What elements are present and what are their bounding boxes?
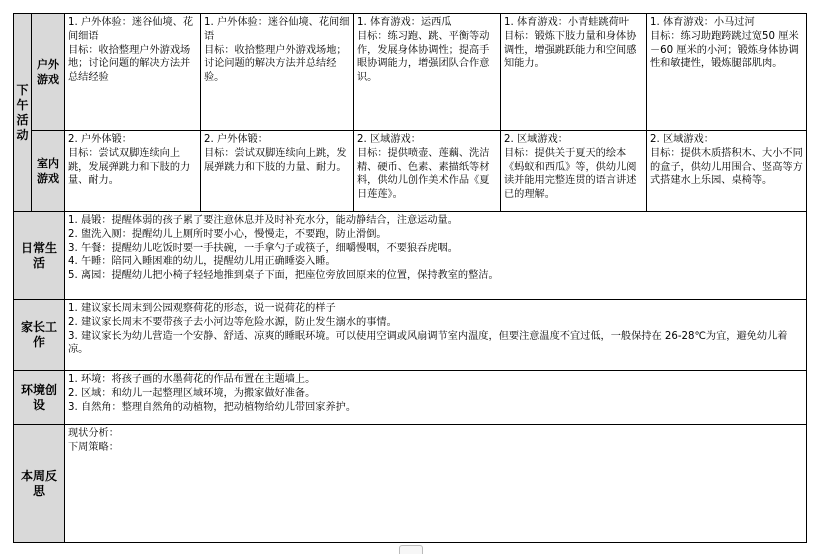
outdoor-cell-tue — [201, 14, 354, 131]
indoor-text: 2. 户外体锻： 目标：尝试双脚连续向上跳，发展弹跳力和下肢的力量、耐力。 — [204, 134, 347, 173]
indoor-text: 2. 区域游戏： 目标：提供木质搭积木、大小不同的盒子，供幼儿用围合、竖高等方式搭建水上乐园、桌椅等。 — [650, 134, 803, 187]
weekly-plan-table — [13, 13, 807, 543]
afternoon-indoor-row — [14, 131, 807, 212]
daily-life-item: 1. 晨锻：提醒体弱的孩子累了要注意休息并及时补充水分，能动静结合，注意运动量。 — [68, 215, 458, 226]
daily-life-item: 5. 离园：提醒幼儿把小椅子轻轻地推到桌子下面，把座位旁放回原来的位置，保持教室的整洁。 — [68, 270, 499, 282]
environment-row — [14, 371, 807, 425]
parents-item: 1. 建议家长周末到公园观察荷花的形态，说一说荷花的样子 — [68, 303, 336, 314]
outdoor-text: 1. 体育游戏：小马过河 目标：练习助跑跨跳过宽50 厘米－60 厘米的小河；锻炼身体协调性和敏捷性，锻炼腿部肌肉。 — [650, 17, 799, 70]
status-analysis-label: 现状分析： — [68, 428, 119, 439]
environment-header: 环境创设 — [14, 371, 65, 425]
outdoor-cell-mon — [65, 14, 201, 131]
environment-item: 3. 自然角：整理自然角的动植物，把动植物给幼儿带回家养护。 — [68, 401, 357, 413]
daily-life-row — [14, 212, 807, 300]
outdoor-cell-thu — [501, 14, 647, 131]
indoor-games-label: 室内游戏 — [32, 131, 65, 212]
afternoon-outdoor-row — [14, 14, 807, 131]
parents-row — [14, 300, 807, 371]
indoor-cell-fri — [647, 131, 807, 212]
outdoor-text: 1. 户外体验：迷谷仙境、花间细语 目标：收拾整理户外游戏场地；讨论问题的解决方法并总结经验。 — [204, 17, 350, 84]
daily-life-item: 4. 午睡：陪同入睡困难的幼儿，提醒幼儿用正确睡姿入睡。 — [68, 256, 336, 268]
reflection-content — [65, 425, 807, 543]
environment-content — [65, 371, 807, 425]
indoor-text: 2. 区域游戏： 目标：提供关于夏天的绘本《蚂蚁和西瓜》等，供幼儿阅读并能用完整连贯的语言讲述已的理解。 — [504, 134, 637, 201]
indoor-cell-wed — [354, 131, 501, 212]
parents-item: 3. 建议家长为幼儿营造一个安静、舒适、凉爽的睡眠环境。可以使用空调或风扇调节室内温度，但要注意温度不宜过低，一般保持在 26-28℃为宜，避免幼儿着凉。 — [68, 330, 788, 356]
daily-life-content — [65, 212, 807, 300]
afternoon-header: 下午活动 — [14, 14, 32, 212]
indoor-text: 2. 户外体锻： 目标：尝试双脚连续向上跳，发展弹跳力和下肢的力量、耐力。 — [68, 134, 191, 187]
reflection-row — [14, 425, 807, 543]
daily-life-item: 3. 午餐：提醒幼儿吃饭时要一手扶碗，一手拿勺子或筷子，细嚼慢咽，不要狼吞虎咽。 — [68, 242, 458, 254]
outdoor-text: 1. 户外体验：迷谷仙境、花间细语 目标：收拾整理户外游戏场地；讨论问题的解决方法并总结经验 — [68, 17, 194, 84]
parents-header: 家长工作 — [14, 300, 65, 371]
indoor-cell-tue — [201, 131, 354, 212]
environment-item: 1. 环境：将孩子画的水墨荷花的作品布置在主题墙上。 — [68, 374, 316, 385]
next-week-strategy-label: 下周策略： — [68, 441, 119, 453]
indoor-cell-mon — [65, 131, 201, 212]
environment-item: 2. 区域：和幼儿一起整理区域环境，为搬家做好准备。 — [68, 387, 316, 399]
daily-life-header: 日常生活 — [14, 212, 65, 300]
outdoor-cell-wed — [354, 14, 501, 131]
outdoor-text: 1. 体育游戏：小青蛙跳荷叶 目标：锻炼下肢力量和身体协调性，增强跳跃能力和空间感知能力。 — [504, 17, 637, 70]
indoor-cell-thu — [501, 131, 647, 212]
parents-item: 2. 建议家长周末不要带孩子去小河边等危险水源，防止发生溺水的事情。 — [68, 316, 397, 328]
reflection-header: 本周反思 — [14, 425, 65, 543]
outdoor-games-label: 户外游戏 — [32, 14, 65, 131]
parents-content — [65, 300, 807, 371]
outdoor-text: 1. 体育游戏：运西瓜 目标：练习跑、跳、平衡等动作，发展身体协调性；提高手眼协调能力，增强团队合作意识。 — [357, 17, 490, 84]
indoor-text: 2. 区域游戏： 目标：提供喷壶、莲藕、洗洁精、硬币、色素、素描纸等材料，供幼儿创作美术作品《夏日莲莲》。 — [357, 134, 490, 201]
outdoor-cell-fri — [647, 14, 807, 131]
daily-life-item: 2. 盥洗入厕：提醒幼儿上厕所时要小心，慢慢走，不要跑，防止滑倒。 — [68, 228, 387, 240]
